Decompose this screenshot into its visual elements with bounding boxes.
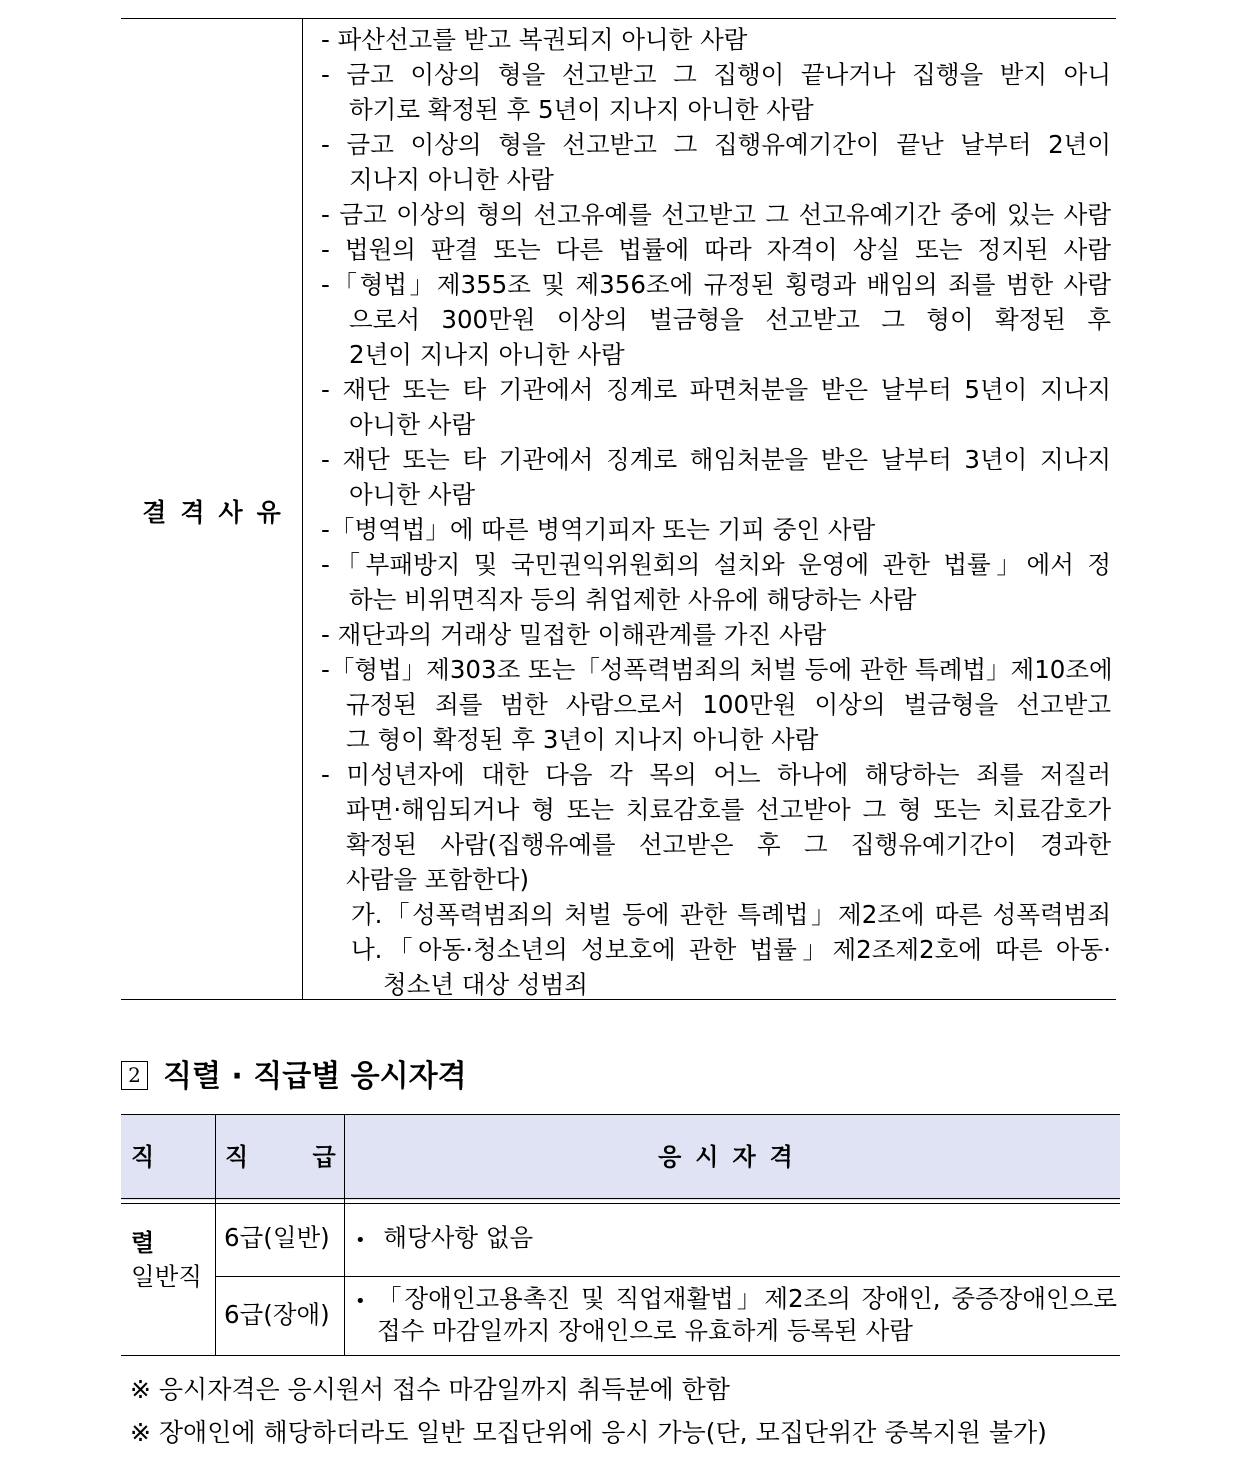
bullet-icon: • [355, 1230, 366, 1251]
table-bottom-border [121, 1355, 1120, 1356]
disqualification-line: - 재단 또는 타 기관에서 징계로 해임처분을 받은 날부터 3년이 지나지 [321, 445, 1111, 474]
disqualification-line: - 금고 이상의 형의 선고유예를 선고받고 그 선고유예기간 중에 있는 사람 [321, 200, 1111, 229]
disqualification-line: 사람을 포함한다) [346, 865, 530, 894]
header-grade: 직 급 [225, 1143, 336, 1171]
disqualification-subitem: 청소년 대상 성범죄 [383, 970, 588, 999]
grade-cell: 6급(일반) [224, 1223, 330, 1252]
disqualification-line: - 법원의 판결 또는 다른 법률에 따라 자격이 상실 또는 정지된 사람 [321, 235, 1111, 264]
disqualification-line: 아니한 사람 [349, 410, 476, 439]
disqualification-label-cell [121, 19, 303, 999]
disqualification-line: -「형법」제355조 및 제356조에 규정된 횡령과 배임의 죄를 범한 사람 [321, 270, 1111, 299]
bullet-icon: • [355, 1291, 366, 1312]
disqualification-line: 아니한 사람 [349, 480, 476, 509]
disqualification-line: - 재단 또는 타 기관에서 징계로 파면처분을 받은 날부터 5년이 지나지 [321, 375, 1111, 404]
section-number-box: 2 [121, 1061, 148, 1090]
disqualification-line: - 재단과의 거래상 밀접한 이해관계를 가진 사람 [321, 620, 827, 649]
disqualification-line: 지나지 아니한 사람 [349, 165, 554, 194]
disqualification-line: 파면·해임되거나 형 또는 치료감호를 선고받아 그 형 또는 치료감호가 [346, 795, 1111, 824]
header-qualification: 응시자격 [658, 1143, 807, 1171]
disqualification-subitem: 나.「아동·청소년의 성보호에 관한 법률」제2조제2호에 따른 아동· [351, 935, 1111, 964]
disqualification-line: - 금고 이상의 형을 선고받고 그 집행이 끝나거나 집행을 받지 아니 [321, 60, 1111, 89]
disqualification-line: -「형법」제303조 또는「성폭력범죄의 처벌 등에 관한 특례법」제10조에 [321, 655, 1113, 684]
note-line: ※ 응시자격은 응시원서 접수 마감일까지 취득분에 한함 [130, 1375, 730, 1404]
disqualification-line: 규정된 죄를 범한 사람으로서 100만원 이상의 벌금형을 선고받고 [346, 690, 1111, 719]
disqualification-line: - 미성년자에 대한 다음 각 목의 어느 하나에 해당하는 죄를 저질러 [321, 760, 1111, 789]
disqualification-label: 결격사유 [142, 498, 295, 527]
disqualification-line: - 금고 이상의 형을 선고받고 그 집행유예기간이 끝난 날부터 2년이 [321, 130, 1111, 159]
disqualification-table [121, 18, 1116, 1000]
disqualification-line: 2년이 지나지 아니한 사람 [349, 340, 625, 369]
header-series: 직 렬 [131, 1143, 155, 1257]
disqualification-line: 하기로 확정된 후 5년이 지나지 아니한 사람 [349, 95, 814, 124]
disqualification-line: 확정된 사람(집행유예를 선고받은 후 그 집행유예기간이 경과한 [346, 830, 1111, 859]
header-divider [121, 1203, 1120, 1204]
qualification-cell [355, 1281, 366, 1319]
grade-cell: 6급(장애) [224, 1300, 330, 1329]
qualification-text: 해당사항 없음 [383, 1223, 534, 1252]
section-title: 직렬 · 직급별 응시자격 [163, 1059, 467, 1094]
column-divider [344, 1114, 345, 1355]
disqualification-line: 그 형이 확정된 후 3년이 지나지 아니한 사람 [346, 725, 819, 754]
disqualification-subitem: 가.「성폭력범죄의 처벌 등에 관한 특례법」제2조에 따른 성폭력범죄 [351, 900, 1111, 929]
disqualification-line: 으로서 300만원 이상의 벌금형을 선고받고 그 형이 확정된 후 [349, 305, 1111, 334]
row-divider [215, 1276, 1120, 1277]
disqualification-line: 하는 비위면직자 등의 취업제한 사유에 해당하는 사람 [349, 585, 917, 614]
qualification-text: 접수 마감일까지 장애인으로 유효하게 등록된 사람 [377, 1316, 913, 1345]
note-line: ※ 장애인에 해당하더라도 일반 모집단위에 응시 가능(단, 모집단위간 중복지원 불가) [130, 1418, 1047, 1447]
disqualification-line: -「병역법」에 따른 병역기피자 또는 기피 중인 사람 [321, 515, 876, 544]
series-cell: 일반직 [131, 1262, 203, 1291]
qualification-table [121, 1114, 1120, 1357]
qualification-cell [355, 1220, 533, 1258]
disqualification-line: -「부패방지 및 국민권익위원회의 설치와 운영에 관한 법률」에서 정 [321, 550, 1111, 579]
column-divider [215, 1114, 216, 1355]
disqualification-line: - 파산선고를 받고 복권되지 아니한 사람 [321, 25, 748, 54]
qualification-text: 「장애인고용촉진 및 직업재활법」제2조의 장애인, 중증장애인으로 [377, 1284, 1117, 1313]
